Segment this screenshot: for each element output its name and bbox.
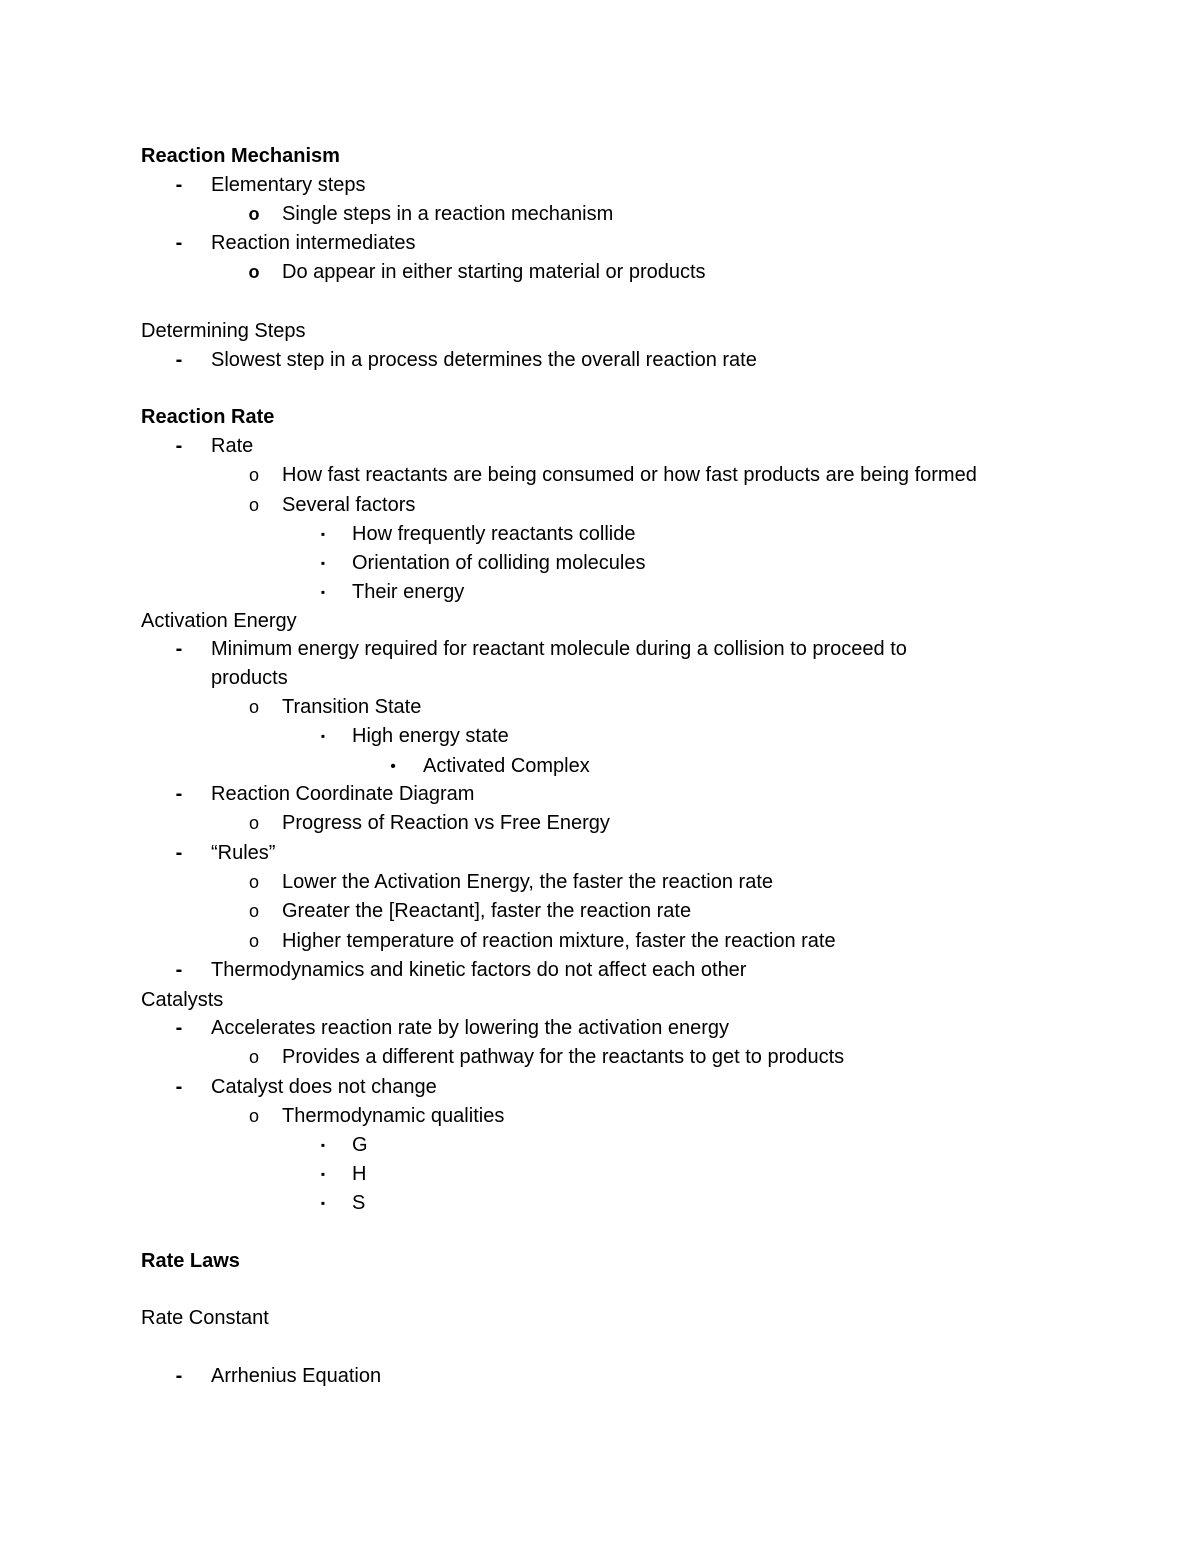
circle-bullet: o — [248, 813, 259, 833]
circle-bullet: o — [248, 931, 259, 951]
line-text: products — [211, 667, 288, 689]
circle-bullet: o — [248, 495, 259, 515]
circle-bullet: o — [248, 204, 260, 224]
line-text: “Rules” — [211, 842, 276, 864]
circle-bullet: o — [248, 1106, 259, 1126]
line-text: S — [352, 1192, 366, 1214]
line-text: High energy state — [352, 725, 509, 747]
line-text: Activated Complex — [423, 755, 590, 777]
line-text: Catalysts — [141, 989, 224, 1011]
line-text: Activation Energy — [141, 610, 297, 632]
line-text: Thermodynamic qualities — [282, 1105, 505, 1127]
line-text: Provides a different pathway for the reactants to get to products — [282, 1046, 845, 1068]
line-text: Progress of Reaction vs Free Energy — [282, 812, 610, 834]
line-text: Transition State — [282, 696, 422, 718]
line-text: Reaction Mechanism — [141, 145, 340, 167]
circle-bullet: o — [248, 697, 259, 717]
circle-bullet: o — [248, 1047, 259, 1067]
line-text: Lower the Activation Energy, the faster the reaction rate — [282, 871, 774, 893]
line-text: H — [352, 1163, 367, 1185]
line-text: Higher temperature of reaction mixture, faster the reaction rate — [282, 930, 836, 952]
line-text: G — [352, 1134, 368, 1156]
line-text: Rate — [211, 435, 254, 457]
square-bullet: ▪ — [320, 1196, 326, 1210]
square-bullet: ▪ — [320, 1138, 326, 1152]
square-bullet: ▪ — [320, 585, 326, 599]
square-bullet: ▪ — [320, 556, 326, 570]
line-text: How frequently reactants collide — [352, 523, 636, 545]
square-bullet: ▪ — [320, 1167, 326, 1181]
dash-bullet: - — [175, 435, 183, 457]
line-text: Minimum energy required for reactant molecule during a collision to proceed to — [211, 638, 907, 660]
line-text: How fast reactants are being consumed or how fast products are being formed — [282, 464, 977, 486]
dash-bullet: - — [175, 959, 183, 981]
square-bullet: ▪ — [320, 729, 326, 743]
line-text: Their energy — [352, 581, 465, 603]
line-text: Greater the [Reactant], faster the reaction rate — [282, 900, 692, 922]
line-text: Reaction Rate — [141, 406, 275, 428]
line-text: Several factors — [282, 494, 416, 516]
line-text: Thermodynamics and kinetic factors do not affect each other — [211, 959, 747, 981]
line-text: Single steps in a reaction mechanism — [282, 203, 614, 225]
dash-bullet: - — [175, 1017, 183, 1039]
line-text: Rate Constant — [141, 1307, 269, 1329]
line-text: Reaction Coordinate Diagram — [211, 783, 475, 805]
line-text: Accelerates reaction rate by lowering the activation energy — [211, 1017, 730, 1039]
line-text: Reaction intermediates — [211, 232, 416, 254]
dash-bullet: - — [175, 783, 183, 805]
circle-bullet: o — [248, 262, 260, 282]
dash-bullet: - — [175, 232, 183, 254]
dash-bullet: - — [175, 638, 183, 660]
dash-bullet: - — [175, 1365, 183, 1387]
dash-bullet: - — [175, 842, 183, 864]
square-bullet: ▪ — [320, 527, 326, 541]
circle-bullet: o — [248, 872, 259, 892]
line-text: Elementary steps — [211, 174, 366, 196]
line-text: Do appear in either starting material or products — [282, 261, 706, 283]
circle-bullet: o — [248, 901, 259, 921]
line-text: Slowest step in a process determines the overall reaction rate — [211, 349, 757, 371]
circle-bullet: o — [248, 465, 259, 485]
line-text: Rate Laws — [141, 1250, 240, 1272]
line-text: Catalyst does not change — [211, 1076, 437, 1098]
dash-bullet: - — [175, 349, 183, 371]
dot-bullet: • — [390, 758, 396, 775]
line-text: Arrhenius Equation — [211, 1365, 382, 1387]
dash-bullet: - — [175, 1076, 183, 1098]
dash-bullet: - — [175, 174, 183, 196]
line-text: Determining Steps — [141, 320, 306, 342]
line-text: Orientation of colliding molecules — [352, 552, 646, 574]
